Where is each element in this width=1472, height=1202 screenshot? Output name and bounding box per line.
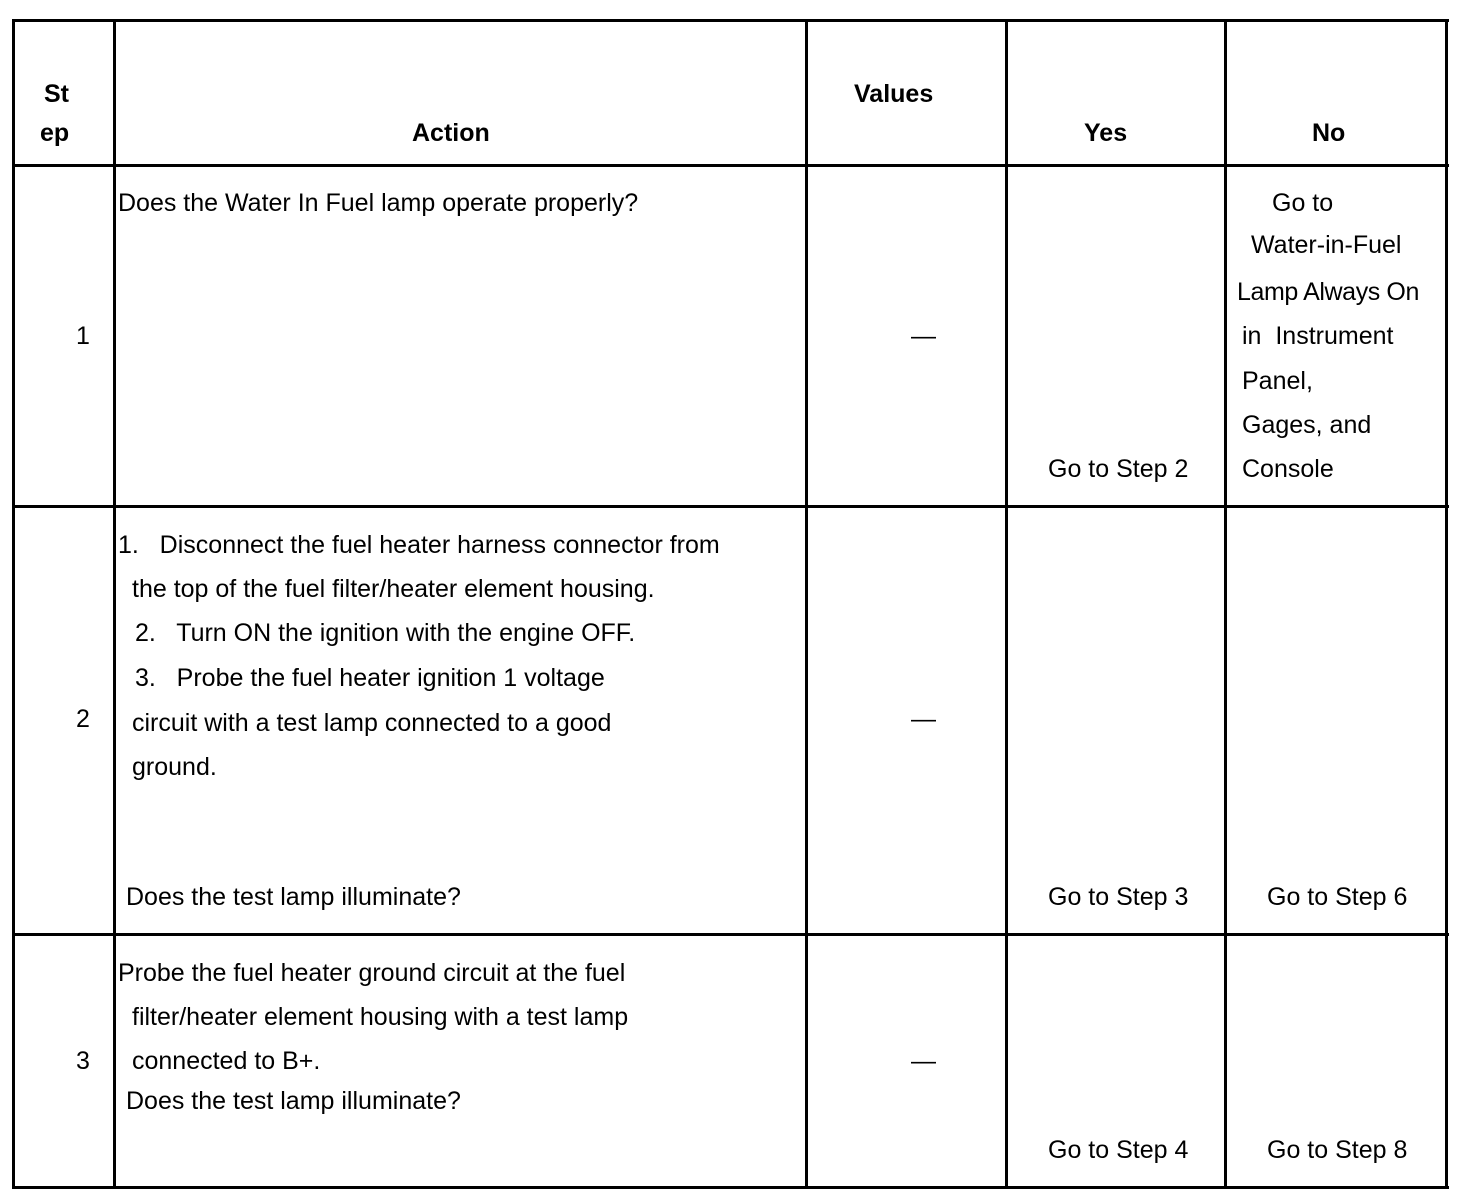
header-step-line1: St: [44, 80, 69, 108]
header-no: No: [1312, 119, 1346, 147]
row-divider-1: [12, 505, 1449, 508]
row1-no-line3: Lamp Always On: [1237, 278, 1419, 306]
header-values: Values: [854, 80, 934, 108]
row3-action-line4: Does the test lamp illuminate?: [126, 1087, 461, 1115]
row3-yes: Go to Step 4: [1048, 1136, 1189, 1164]
row3-action-line1: Probe the fuel heater ground circuit at the fuel: [118, 959, 626, 987]
column-divider-step: [113, 19, 116, 1189]
header-yes: Yes: [1084, 119, 1128, 147]
row1-step: 1: [76, 322, 90, 350]
row2-action-line1: 1. Disconnect the fuel heater harness connector from: [118, 531, 720, 559]
header-divider: [12, 164, 1449, 167]
column-divider-yes: [1224, 19, 1227, 1189]
row1-action-line1: Does the Water In Fuel lamp operate properly?: [118, 189, 639, 217]
header-action: Action: [412, 119, 490, 147]
table-border-bottom: [12, 1186, 1449, 1189]
row3-value: —: [911, 1047, 936, 1075]
row2-yes: Go to Step 3: [1048, 883, 1189, 911]
row1-no-line5: Panel,: [1242, 367, 1313, 395]
row-divider-2: [12, 933, 1449, 936]
row2-action-line7: Does the test lamp illuminate?: [126, 883, 461, 911]
row1-no-line6: Gages, and: [1242, 411, 1372, 439]
row2-step: 2: [76, 705, 90, 733]
row2-action-line5: circuit with a test lamp connected to a good: [132, 709, 612, 737]
row1-no-line4: in Instrument: [1242, 322, 1394, 350]
row1-value: —: [911, 322, 936, 350]
column-divider-values: [1005, 19, 1008, 1189]
row2-action-line6: ground.: [132, 753, 217, 781]
row3-no: Go to Step 8: [1267, 1136, 1408, 1164]
row1-no-line2: Water-in-Fuel: [1251, 231, 1402, 259]
row2-action-line4: 3. Probe the fuel heater ignition 1 voltage: [135, 664, 605, 692]
table-border-right: [1445, 19, 1448, 1189]
row3-step: 3: [76, 1047, 90, 1075]
row2-value: —: [911, 705, 936, 733]
table-border-left: [12, 19, 15, 1189]
row1-no-line7: Console: [1242, 455, 1334, 483]
row2-action-line3: 2. Turn ON the ignition with the engine OFF.: [135, 619, 636, 647]
column-divider-action: [805, 19, 808, 1189]
header-step-line2: ep: [40, 119, 70, 147]
row2-no: Go to Step 6: [1267, 883, 1408, 911]
row2-action-line2: the top of the fuel filter/heater element housing.: [132, 575, 655, 603]
table-border-top: [12, 19, 1449, 22]
row1-yes: Go to Step 2: [1048, 455, 1189, 483]
row3-action-line2: filter/heater element housing with a test lamp: [132, 1003, 629, 1031]
row1-no-line1: Go to: [1272, 189, 1334, 217]
row3-action-line3: connected to B+.: [132, 1047, 321, 1075]
